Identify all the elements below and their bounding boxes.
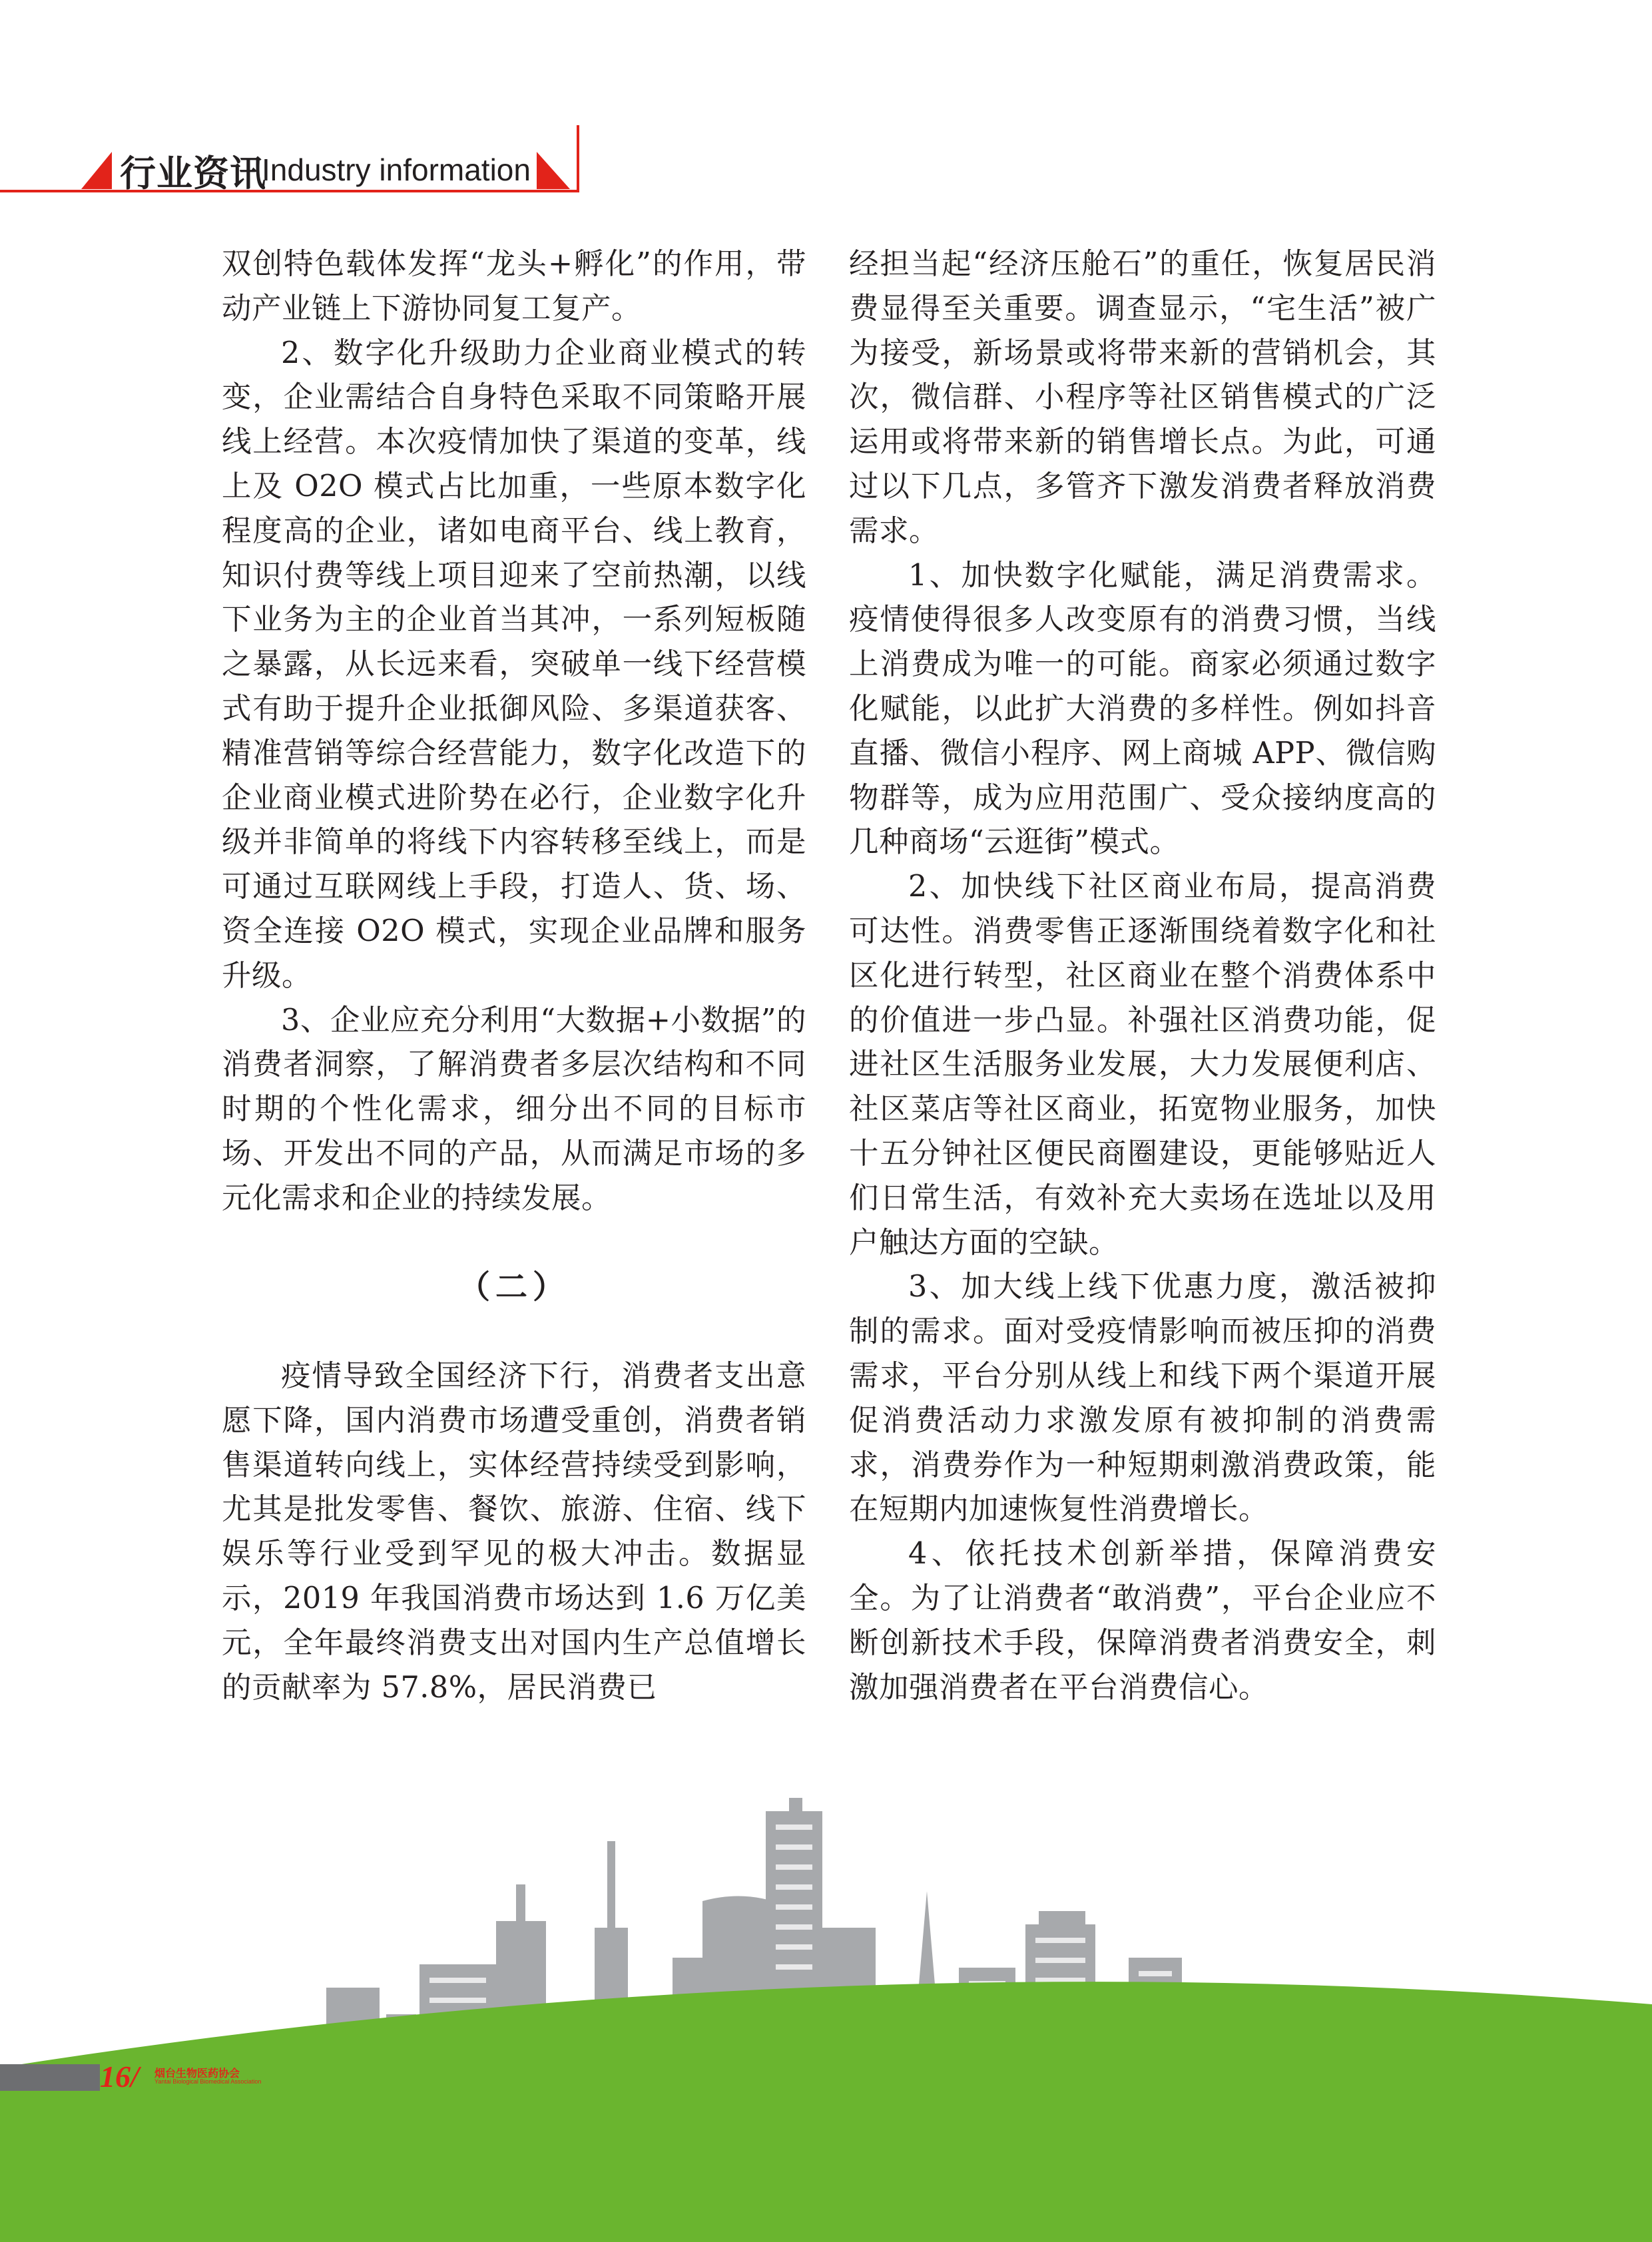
header-vertical-rule [577, 125, 579, 192]
association-name-cn: 烟台生物医药协会 [154, 2067, 240, 2080]
section-header [0, 125, 586, 197]
right-paragraph-5: 4、依托技术创新举措，保障消费安全。为了让消费者“敢消费”，平台企业应不断创新技术手段，保障消费者消费安全，刺激加强消费者在平台消费信心。 [849, 1537, 1436, 1705]
header-triangle-right [537, 152, 570, 189]
green-ground [0, 1982, 1652, 2242]
left-paragraph-4: 疫情导致全国经济下行，消费者支出意愿下降，国内消费市场遭受重创，消费者销售渠道转向线上，实体经营持续受到影响，尤其是批发零售、餐饮、旅游、住宿、线下娱乐等行业受到罕见的极大冲击。数据显示，2019 年我国消费市场达到 1.6 万亿美元，全年最终消费支出对国内生产总值增长的贡献率为 57.8%，居民消费已 [222, 1358, 806, 1705]
section-title-en: Industry information [262, 152, 531, 187]
left-paragraph-3: 3、企业应充分利用“大数据+小数据”的消费者洞察，了解消费者多层次结构和不同时期的个性化需求，细分出不同的目标市场、开发出不同的产品，从而满足市场的多元化需求和企业的持续发展。 [222, 1003, 806, 1215]
right-paragraph-1: 经担当起“经济压舱石”的重任，恢复居民消费显得至关重要。调查显示，“宅生活”被广为接受，新场景或将带来新的营销机会，其次，微信群、小程序等社区销售模式的广泛运用或将带来新的销售增长点。为此，可通过以下几点，多管齐下激发消费者释放消费需求。 [849, 247, 1436, 548]
right-paragraph-2: 1、加快数字化赋能，满足消费需求。疫情使得很多人改变原有的消费习惯，当线上消费成为唯一的可能。商家必须通过数字化赋能，以此扩大消费的多样性。例如抖音直播、微信小程序、网上商城 APP、微信购物群等，成为应用范围广、受众接纳度高的几种商场“云逛街”模式。 [849, 558, 1436, 860]
section-heading: （二） [457, 1268, 570, 1306]
footer-bar [0, 2064, 100, 2091]
right-column [849, 242, 1436, 1710]
city-skyline-illustration [0, 1785, 1652, 2242]
page-number: 16/ [100, 2060, 139, 2094]
association-name-en: Yantai Biological Biomedical Association [154, 2078, 262, 2085]
header-rule [0, 190, 578, 192]
header-triangle-left [81, 152, 112, 189]
left-column [222, 242, 806, 1710]
right-paragraph-3: 2、加快线下社区商业布局，提高消费可达性。消费零售正逐渐围绕着数字化和社区化进行转型，社区商业在整个消费体系中的价值进一步凸显。补强社区消费功能，促进社区生活服务业发展，大力发展便利店、社区菜店等社区商业，拓宽物业服务，加快十五分钟社区便民商圈建设，更能够贴近人们日常生活，有效补充大卖场在选址以及用户触达方面的空缺。 [849, 870, 1436, 1260]
right-paragraph-4: 3、加大线上线下优惠力度，激活被抑制的需求。面对受疫情影响而被压抑的消费需求，平台分别从线上和线下两个渠道开展促消费活动力求激发原有被抑制的消费需求，消费券作为一种短期刺激消费政策，能在短期内加速恢复性消费增长。 [849, 1270, 1436, 1527]
section-title-cn: 行业资讯 [120, 152, 266, 194]
left-paragraph-1: 双创特色载体发挥“龙头+孵化”的作用，带动产业链上下游协同复工复产。 [222, 247, 806, 326]
left-paragraph-2: 2、数字化升级助力企业商业模式的转变，企业需结合自身特色采取不同策略开展线上经营。本次疫情加快了渠道的变革，线上及 O2O 模式占比加重，一些原本数字化程度高的企业，诸如电商平台、线上教育，知识付费等线上项目迎来了空前热潮，以线下业务为主的企业首当其冲，一系列短板随之暴露，从长远来看，突破单一线下经营模式有助于提升企业抵御风险、多渠道获客、精准营销等综合经营能力，数字化改造下的企业商业模式进阶势在必行，企业数字化升级并非简单的将线下内容转移至线上，而是可通过互联网线上手段，打造人、货、场、资全连接 O2O 模式，实现企业品牌和服务升级。 [222, 336, 806, 993]
